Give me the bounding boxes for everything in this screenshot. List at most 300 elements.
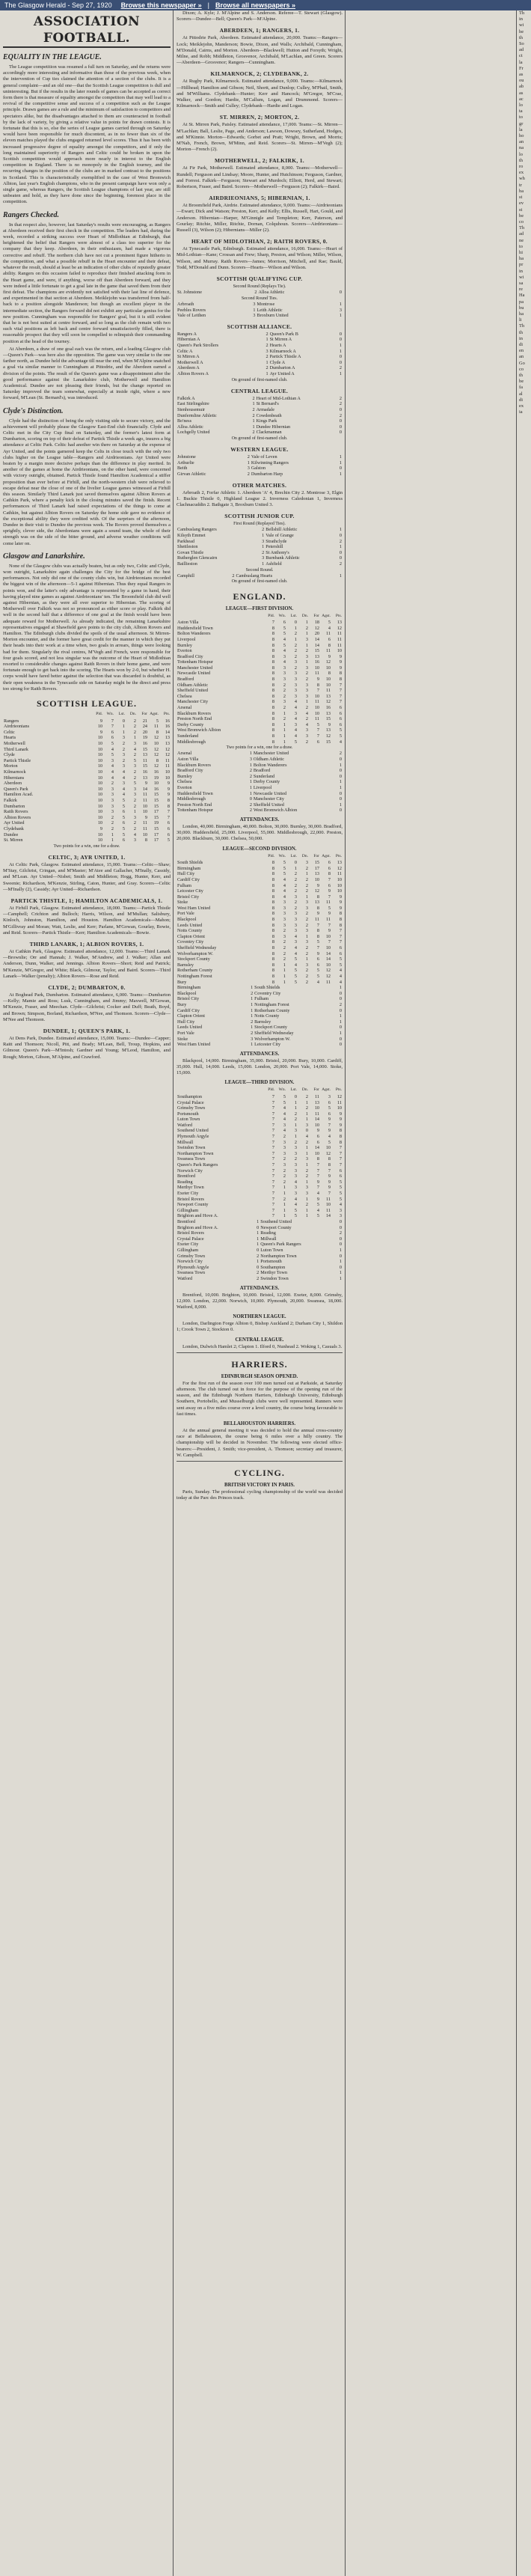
table-cell: 2: [305, 739, 308, 745]
edge-line: Ha: [519, 293, 525, 299]
table-cell: 2: [133, 724, 136, 730]
table-header-cell: [177, 613, 264, 620]
result-row: [177, 466, 343, 471]
match-title-celtic: CELTIC, 3; AYR UNITED, 1.: [48, 853, 126, 861]
team-name: Dumbarton Harp: [251, 471, 283, 477]
score: 1: [249, 784, 252, 790]
team-name: St. Johnstone: [177, 290, 203, 296]
edge-line: sa: [519, 280, 524, 286]
heading-equality: EQUALITY IN THE LEAGUE.: [3, 53, 102, 61]
table-cell: 18: [314, 620, 319, 626]
table-cell: 6: [339, 950, 342, 956]
team-name: Swansea Town: [177, 1156, 206, 1162]
table-cell: 3: [294, 659, 297, 665]
table-cell: 12: [325, 974, 331, 979]
table-cell: 1: [305, 1162, 308, 1168]
table-cell: 0: [305, 1128, 308, 1134]
table-row: [177, 1134, 343, 1140]
table-cell: 7: [316, 1168, 319, 1173]
table-cell: 7: [271, 1179, 274, 1185]
team-name: Grimsby Town: [177, 1253, 206, 1259]
table-cell: 0: [294, 1093, 297, 1099]
table-cell: 7: [271, 1139, 274, 1145]
edge-line: Go: [519, 360, 525, 366]
score: 1: [249, 790, 252, 796]
team-name: Queen's Park B: [269, 331, 298, 337]
result-row: [177, 533, 343, 539]
table-cell: 16: [325, 705, 331, 711]
table-row: [177, 643, 343, 649]
score: 2: [262, 527, 265, 533]
table-cell: 2: [133, 775, 136, 781]
table-cell: 0: [294, 860, 297, 866]
team-name: Brighton and Hove A.: [177, 1224, 218, 1230]
table-cell: 13: [165, 741, 170, 747]
table-cell: 10: [325, 1202, 331, 1208]
table-cell: 2: [283, 693, 286, 699]
paper-date: The Glasgow Herald - Sep 27, 1920: [4, 1, 112, 9]
table-cell: 0: [122, 718, 125, 724]
table-cell: 6: [339, 705, 342, 711]
score: 1: [257, 1230, 260, 1236]
table-cell: 15: [142, 746, 147, 752]
table-cell: 1: [305, 1179, 308, 1185]
result-row: [177, 751, 343, 757]
edge-line: ne: [519, 237, 524, 243]
table-row: [177, 620, 343, 626]
rangers-body: [3, 222, 171, 402]
table-header-cell: [177, 1087, 264, 1094]
team-name: South Shields: [254, 985, 280, 991]
team-name: Preston North End: [177, 716, 212, 722]
score: 1: [339, 471, 342, 477]
table-cell: 2: [305, 716, 308, 722]
table-cell: 7: [271, 1191, 274, 1197]
table-cell: 8: [167, 803, 170, 809]
table-cell: 17: [153, 831, 159, 837]
score: 2: [262, 549, 265, 555]
table-cell: 7: [271, 1099, 274, 1105]
table-cell: 3: [111, 757, 114, 763]
paragraph: None of the Glasgow clubs was actually beaten, but as only two, Celtic and Clyde, won outright, Lanarkshire again challenges the City for the bridge of the best performances. Not only did one of the county clubs win, but Airdrieonians recorded the biggest win of the afternoon—5-1 against Hibernian. Thus they equal Rangers in points won, and the latter's only advantage is represented by a game in hand, their having played nine games as against Airdrieonians' ten. The Broomfield club did well against Hibernian, as they were all over superior to Hibernian. The scoring of Motherwell over Falkirk was not so pronounced as either score or play. Falkirk did well in the second half that a difference of one goal at the finish would have been adequate reward for Motherwell. As already indicated, the remaining Lanarkshire representatives engaged at Shawfield gave points to the city club, Albion Rovers and Hamilton. The Edinburgh clubs divided the spoils of the usual afternoon. St Mirren-Morton encounter, and the former have great credit for the manner in which they put their heads into their work at a time when, two goals in arrears, things were looking bad for them. Singularly the rival centres, M'Vegh and French, were responsible for four goals scored, and not less singular was the outcome of the Heart of Midlothian resorted to considerable changes against Raith Rovers in their home game, and were fortunate enough to get back into the scoring. The Hearts won by 2-0, but whether H. corps would have fared better against the selection that was discarded is doubtful, as their open weakness in the Tynecastle side on Saturday might be the direct and press too strong for Raith Rovers.: [3, 563, 171, 692]
table-cell: 9: [339, 900, 342, 906]
result-row: [177, 1270, 343, 1276]
table-header-row: [177, 853, 343, 861]
table-cell: 4: [283, 1111, 286, 1117]
table-cell: 8: [271, 956, 274, 962]
first-division-results: [177, 751, 343, 814]
replays-sub: Second Round.: [245, 567, 274, 573]
table-cell: 7: [316, 1173, 319, 1179]
table-cell: 3: [294, 677, 297, 683]
score: 1: [249, 751, 252, 757]
table-cell: 11: [143, 798, 147, 803]
table-cell: 9: [328, 888, 331, 894]
table-cell: 1: [283, 962, 286, 968]
table-cell: 8: [271, 882, 274, 888]
table-cell: 2: [294, 876, 297, 882]
table-row: [177, 866, 343, 872]
table-row: [177, 1156, 343, 1162]
team-name: Camphill: [177, 573, 195, 579]
table-cell: 10: [97, 775, 102, 781]
table-cell: 5: [294, 1213, 297, 1219]
team-name: Bradford City: [177, 768, 203, 774]
team-name: Coventry City: [177, 939, 204, 945]
table-cell: 4: [328, 1134, 331, 1140]
score: 2: [339, 1230, 342, 1236]
table-row: [177, 1191, 343, 1197]
score: 0: [339, 996, 342, 1002]
table-header-cell: Pts.: [335, 1087, 342, 1093]
team-name: East Stirlingshire: [177, 401, 209, 407]
team-name: Falkirk A: [177, 395, 195, 401]
table-cell: 4: [294, 933, 297, 939]
table-cell: 8: [271, 659, 274, 665]
score: 1: [247, 460, 250, 466]
table-cell: 2: [305, 648, 308, 654]
table-cell: 7: [271, 620, 274, 626]
bellahouston-sub: BELLAHOUSTON HARRIERS.: [223, 1420, 296, 1426]
team-name: Luton Town: [177, 1117, 200, 1123]
table-cell: 2: [305, 671, 308, 677]
result-row: [177, 785, 343, 791]
result-row: [177, 1236, 343, 1242]
team-name: Kilmarnock A: [269, 348, 296, 354]
table-cell: 10: [325, 677, 331, 683]
table-cell: 2: [133, 769, 136, 775]
table-header-cell: Dn.: [301, 613, 308, 618]
table-cell: 5: [111, 752, 114, 758]
table-cell: 7: [271, 1156, 274, 1162]
table-cell: 1: [283, 1207, 286, 1213]
table-cell: 8: [271, 733, 274, 739]
result-row: [177, 396, 343, 402]
table-cell: 6: [328, 860, 331, 866]
table-cell: 2: [294, 1111, 297, 1117]
table-row: [177, 956, 343, 962]
team-name: Rutherglen Glencairn: [177, 555, 218, 561]
result-row: [177, 471, 343, 477]
table-cell: 14: [142, 786, 147, 792]
table-cell: 2: [283, 1196, 286, 1202]
team-name: Cardiff City: [177, 1007, 200, 1013]
table-cell: 10: [97, 786, 102, 792]
table-cell: 13: [314, 900, 319, 906]
match-text-celtic: At Celtic Park, Glasgow. Estimated attendance, 15,000. Teams:—Celtic—Shaw; M'Stay, Gilchrist, Cringan, and M'Master; M'Atee and Gallacher, M'Inally, Cassidy, and M'Lean. Ayr United—Nisbet; Smith and Middleton; Hogg, Hunter, Kerr, and Sweenie; Richardson, M'Kenzie, Stirling, Caton, Hunter, and Gray. Scorers—Celtic—M'Inally (2), Cassidy; Ayr United—Richardson.: [3, 861, 171, 892]
third-division-results: [177, 1219, 343, 1282]
match-title-motherwell: MOTHERWELL, 2; FALKIRK, 1.: [215, 157, 304, 165]
table-cell: 5: [156, 718, 159, 724]
table-row: [177, 974, 343, 980]
team-name: Sunderland: [177, 733, 199, 739]
table-cell: 1: [283, 710, 286, 716]
edge-line: tr: [519, 182, 522, 188]
score: 1: [339, 1275, 342, 1281]
table-cell: 16: [165, 724, 170, 730]
team-name: Northampton Town: [260, 1253, 297, 1259]
result-row: [177, 779, 343, 785]
qualifying-cup-title: SCOTTISH QUALIFYING CUP.: [216, 275, 303, 283]
edge-line: st: [519, 207, 523, 213]
bellahouston-text: At the annual general meeting it was decided to hold the annual cross-country race at Bellahouston, the course being 6 miles over a hilly country. The championship will be decided in November. The following were elected office-bearers:—President, J. Smith; vice-president, A. Thomson; secretary and treasurer, W. Campbell.: [177, 1427, 343, 1458]
team-name: Kings Park: [256, 418, 277, 424]
table-cell: 2: [294, 642, 297, 648]
table-cell: 6: [339, 1168, 342, 1173]
match-text-airdrie: At Broomfield Park, Airdrie. Estimated attendance, 9,000. Teams:—Airdrieonians—Ewart; Dick and Watson; Preston, Kerr, and Kelly; Ellis, Russell, Hart, Gould, and Anderson. Hibernian—Harper, M'Ginnigle and Templeton; Kerr, Paterson, and Gourlay; Ritchie, Miller, Ritchie, Dornan, Colquhoun. Scorers—Airdrieonians—Russell (3), Wilson (2); Hibernians—Miller (2).: [177, 203, 343, 234]
team-name: Leeds United: [177, 1025, 203, 1031]
table-header-cell: [3, 711, 92, 718]
heading-clyde: Clyde's Distinction.: [3, 406, 64, 415]
column-rule: [173, 10, 174, 2576]
team-name: St Bernard's: [256, 401, 279, 407]
edge-line: ct: [519, 53, 523, 59]
table-cell: 7: [271, 1213, 274, 1219]
team-name: Everton: [177, 648, 192, 654]
table-row: [177, 1202, 343, 1208]
table-cell: 2: [294, 1117, 297, 1123]
table-cell: 4: [294, 727, 297, 733]
table-cell: 8: [271, 636, 274, 642]
table-cell: 2: [305, 677, 308, 683]
result-row: [177, 1225, 343, 1231]
score: 3: [249, 756, 252, 762]
team-name: Hamilton Acad.: [4, 792, 34, 798]
table-cell: 9: [328, 1185, 331, 1191]
table-cell: 3: [305, 1185, 308, 1191]
table-cell: 7: [167, 809, 170, 815]
table-cell: 5: [328, 1139, 331, 1145]
table-row: [3, 763, 171, 769]
table-cell: 16: [153, 769, 159, 775]
team-name: Partick Thistle A: [269, 354, 301, 360]
team-name: West Ham United: [177, 905, 211, 911]
team-name: Southend United: [260, 1218, 292, 1224]
table-row: [177, 894, 343, 900]
third-division-table: [177, 1087, 343, 1219]
team-name: Notts County: [177, 928, 203, 934]
edge-line: ac: [519, 96, 524, 102]
edge-line: ad: [519, 47, 524, 53]
score: 2: [247, 454, 250, 460]
table-cell: 4: [122, 769, 125, 775]
score: 0: [339, 756, 342, 762]
team-name: Peebles Rovers: [177, 307, 206, 313]
team-name: Bristol City: [177, 894, 200, 900]
table-cell: 11: [337, 871, 342, 877]
score: 2: [252, 395, 255, 401]
team-name: Blackburn Rovers: [177, 762, 211, 768]
edge-line: th: [519, 372, 523, 378]
table-cell: 11: [315, 716, 319, 722]
table-cell: 3: [294, 682, 297, 688]
team-name: Reading: [260, 1230, 276, 1236]
table-cell: 10: [97, 831, 102, 837]
table-cell: 6: [316, 739, 319, 745]
table-cell: 7: [316, 922, 319, 928]
section-masthead: ASSOCIATION FOOTBALL.: [3, 13, 171, 48]
table-cell: 8: [339, 1139, 342, 1145]
table-cell: 8: [271, 928, 274, 934]
table-cell: 6: [339, 716, 342, 722]
table-cell: 5: [339, 733, 342, 739]
table-cell: 5: [283, 860, 286, 866]
table-cell: 1: [305, 871, 308, 877]
score: 1: [257, 1259, 260, 1265]
table-cell: 15: [314, 648, 319, 654]
browse-this-newspaper-link[interactable]: Browse this newspaper »: [120, 1, 202, 9]
team-name: Aberdeen A: [177, 365, 200, 371]
table-cell: 9: [144, 814, 147, 820]
attendances2-title: ATTENDANCES.: [239, 1051, 280, 1057]
table-cell: 8: [271, 688, 274, 694]
team-name: Dundee Hibernian: [256, 424, 291, 430]
table-cell: 9: [328, 653, 331, 659]
table-cell: 2: [305, 625, 308, 631]
table-cell: 8: [271, 968, 274, 974]
table-row: [177, 911, 343, 917]
team-name: Blackpool: [177, 917, 197, 923]
edge-line: ha: [519, 311, 524, 317]
team-name: Liverpool: [253, 784, 272, 790]
result-row: [177, 1008, 343, 1014]
team-name: Watford: [177, 1275, 193, 1281]
team-name: Everton: [177, 784, 192, 790]
score: 0: [339, 1218, 342, 1224]
browse-all-newspapers-link[interactable]: Browse all newspapers »: [215, 1, 296, 9]
table-cell: 13: [325, 727, 331, 733]
junior-cup-sub: First Round (Replayed Ties).: [233, 522, 286, 527]
column-3: [349, 10, 515, 2576]
table-cell: 3: [294, 922, 297, 928]
table-cell: 8: [271, 974, 274, 979]
score: 3: [339, 307, 342, 313]
table-cell: 11: [143, 825, 147, 831]
table-cell: 1: [283, 979, 286, 985]
table-cell: 3: [283, 671, 286, 677]
team-name: Beith: [177, 466, 188, 471]
table-row: [3, 804, 171, 810]
team-name: Wolverhampton W.: [254, 1036, 291, 1042]
table-cell: 8: [328, 1162, 331, 1168]
edge-line: in: [519, 16, 523, 22]
team-name: Girvan Athletic: [177, 471, 206, 477]
edge-line: ev: [519, 201, 524, 207]
team-name: Leeds United: [177, 922, 203, 928]
table-cell: 9: [316, 882, 319, 888]
score: 1: [266, 337, 268, 343]
team-name: Stockport County: [177, 956, 210, 962]
table-cell: 12: [337, 1093, 342, 1099]
cycling-title: CYCLING.: [234, 1467, 285, 1478]
team-name: Ayr United A: [269, 371, 295, 377]
table-cell: 5: [339, 1185, 342, 1191]
table-cell: 10: [97, 763, 102, 769]
table-cell: 10: [97, 735, 102, 741]
table-cell: 4: [122, 786, 125, 792]
score: 0: [339, 290, 342, 296]
edge-line: al: [519, 391, 523, 397]
table-row: [177, 951, 343, 957]
edge-line: Th: [519, 323, 525, 329]
second-division-results: [177, 985, 343, 1048]
table-cell: 4: [283, 1128, 286, 1134]
table-row: [3, 775, 171, 781]
table-cell: 5: [339, 956, 342, 962]
team-name: Bristol City: [177, 996, 200, 1002]
table-cell: 15: [153, 803, 159, 809]
score: 0: [339, 466, 342, 471]
table-cell: 5: [283, 625, 286, 631]
result-row: [177, 985, 343, 991]
central-league-title: CENTRAL LEAGUE.: [230, 387, 289, 394]
table-cell: 8: [271, 979, 274, 985]
score: 0: [339, 331, 342, 337]
table-cell: 2: [305, 705, 308, 711]
edge-line: la: [519, 126, 523, 132]
column-2: [177, 10, 343, 2576]
team-name: Queen's Park Rangers: [177, 1162, 218, 1168]
table-cell: 1: [305, 1111, 308, 1117]
table-cell: 5: [339, 727, 342, 733]
team-name: Clapton Orient: [177, 933, 205, 939]
result-row: [177, 1019, 343, 1025]
result-row: [177, 337, 343, 343]
score: 0: [339, 532, 342, 538]
table-cell: 7: [339, 682, 342, 688]
result-row: [177, 1230, 343, 1236]
team-name: Nottingham Forest: [254, 1001, 289, 1007]
score: 2: [249, 808, 252, 814]
table-row: [177, 934, 343, 940]
score: 1: [252, 418, 255, 424]
table-cell: 4: [305, 710, 308, 716]
table-row: [177, 900, 343, 906]
table-cell: 5: [122, 803, 125, 809]
match-title-clyde: CLYDE, 2; DUMBARTON, 0.: [48, 984, 126, 991]
table-cell: 2: [283, 945, 286, 951]
team-name: Portsmouth: [260, 1259, 282, 1265]
result-row: [177, 332, 343, 338]
team-name: Airdrieonians: [4, 724, 30, 730]
other-matches-title: OTHER MATCHES.: [232, 481, 287, 489]
score: 3: [251, 1036, 254, 1042]
table-cell: 2: [305, 968, 308, 974]
table-cell: 10: [97, 814, 102, 820]
table-cell: 8: [271, 950, 274, 956]
table-cell: 2: [294, 905, 297, 911]
result-row: [177, 561, 343, 567]
score: 1: [339, 762, 342, 768]
score: 1: [339, 985, 342, 991]
team-name: Swansea Town: [177, 1270, 206, 1276]
table-cell: 9: [167, 792, 170, 798]
scottish-league-title: SCOTTISH LEAGUE.: [36, 698, 138, 709]
team-name: Clydebank: [4, 825, 24, 831]
team-name: Hearts A: [269, 343, 286, 349]
table-cell: 4: [294, 962, 297, 968]
match-text-dundee: At Dens Park, Dundee. Estimated attendance, 15,000. Teams:—Dundee—Capper; Raitt and Thomson; Nicoll, Pitt, and Brady; M'Lean, Bell, Troup, Hopkins, and Gilmour. Queen's Park—M'Intosh; Gardner and Young; M'Leod, Hamilton, and Rough; Morton, Gibson, M'Alpine, and Crawford.: [3, 1036, 171, 1060]
table-header-cell: Wn.: [106, 712, 114, 717]
table-cell: 1: [305, 1207, 308, 1213]
table-cell: 10: [97, 769, 102, 775]
table-cell: 7: [111, 724, 114, 730]
table-row: [177, 727, 343, 733]
table-row: [177, 733, 343, 739]
table-cell: 10: [153, 781, 159, 787]
table-cell: 6: [316, 1139, 319, 1145]
table-cell: 6: [339, 1173, 342, 1179]
